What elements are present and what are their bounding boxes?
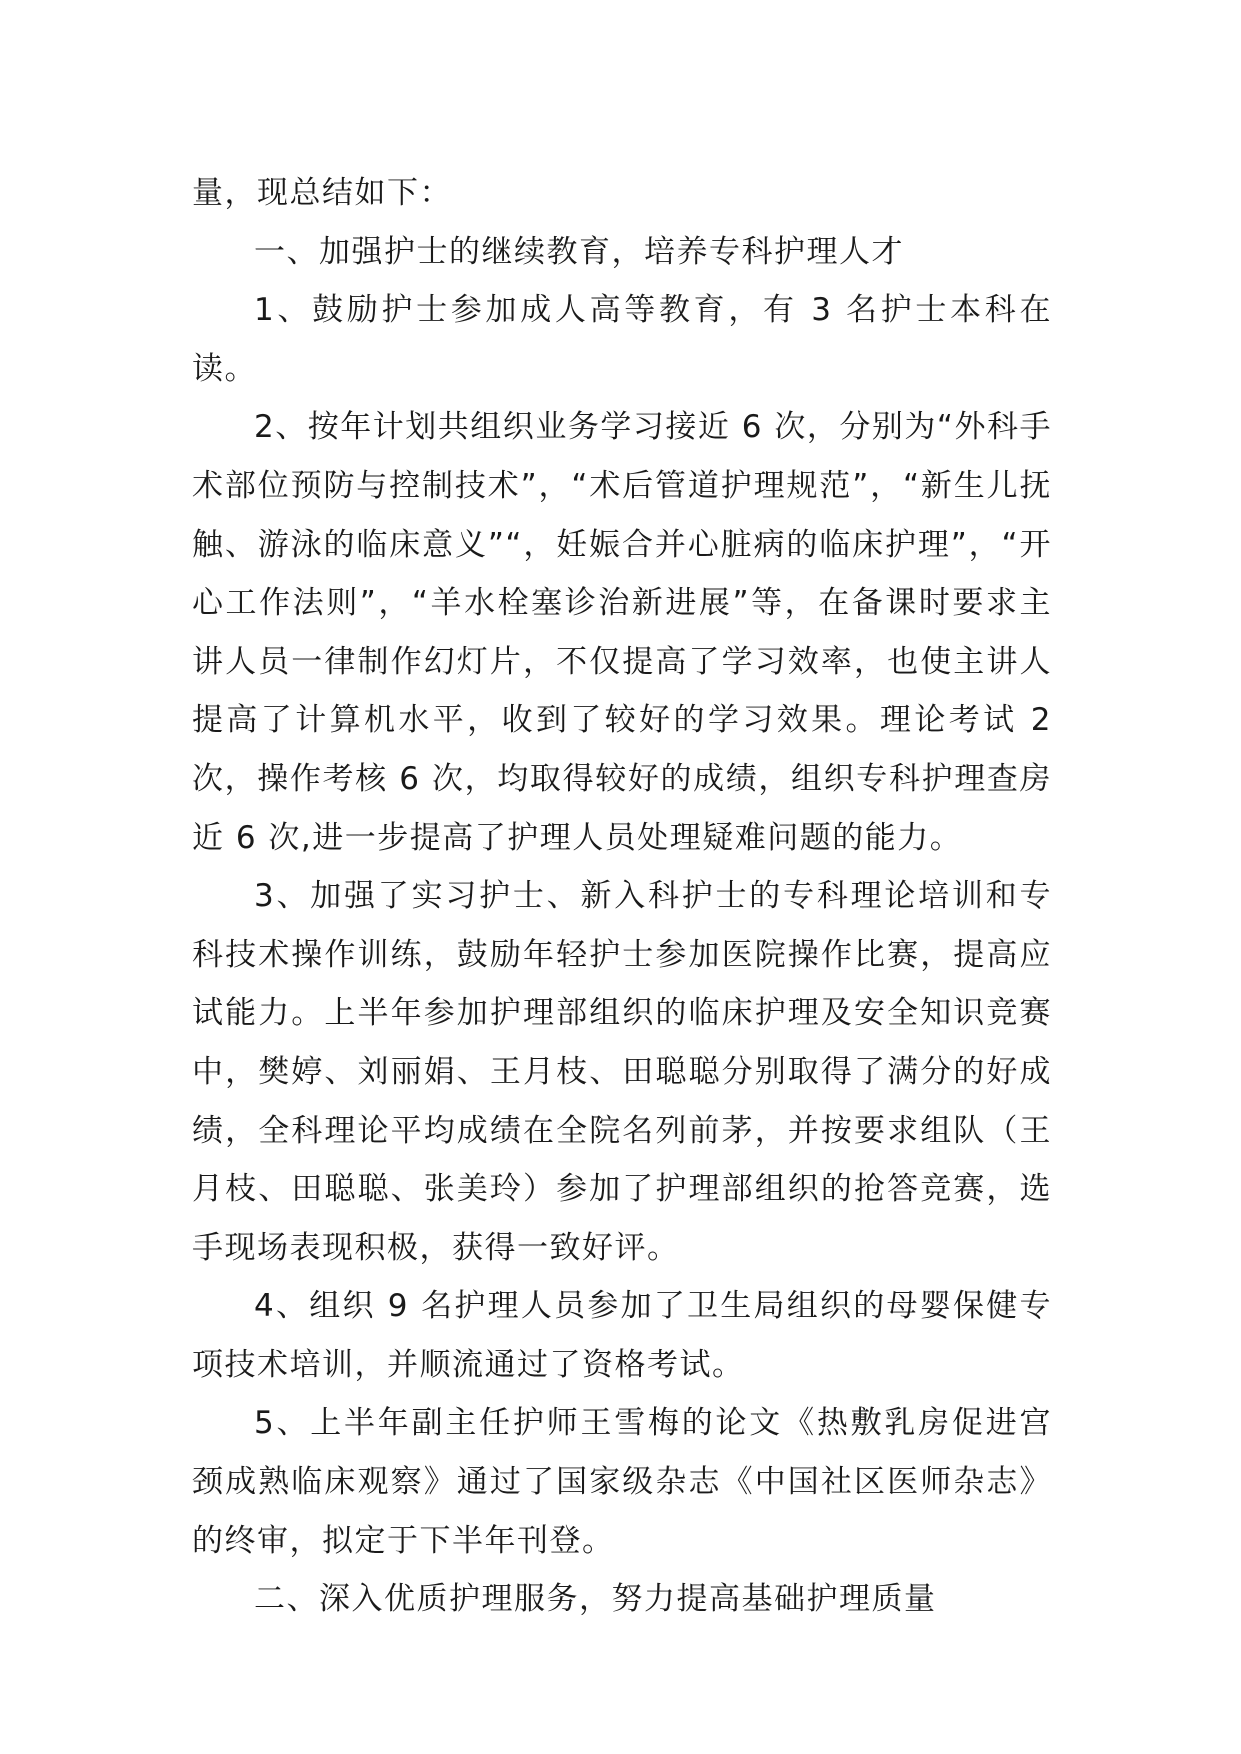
section-heading-1: 一、加强护士的继续教育，培养专科护理人才 [254,233,904,270]
paragraph-item-4: 4、组织 9 名护理人员参加了卫生局组织的母婴保健专项技术培训，并顺流通过了资格考试。 [192,1288,1052,1383]
paragraph-item-5: 5、上半年副主任护师王雪梅的论文《热敷乳房促进宫颈成熟临床观察》通过了国家级杂志《中国社区医师杂志》的终审，拟定于下半年刊登。 [192,1405,1052,1559]
section-heading-2: 二、深入优质护理服务，努力提高基础护理质量 [254,1581,937,1618]
document-body [192,164,1052,1629]
paragraph-intro-continuation: 量，现总结如下： [192,175,452,211]
paragraph-item-3: 3、加强了实习护士、新入科护士的专科理论培训和专科技术操作训练，鼓励年轻护士参加医院操作比赛，提高应试能力。上半年参加护理部组织的临床护理及安全知识竞赛中，樊婷、刘丽娟、王月枝、田聪聪分别取得了满分的好成绩，全科理论平均成绩在全院名列前茅，并按要求组队（王月枝、田聪聪、张美玲）参加了护理部组织的抢答竞赛，选手现场表现积极，获得一致好评。 [192,878,1052,1266]
paragraph-item-2: 2、按年计划共组织业务学习接近 6 次，分别为“外科手术部位预防与控制技术”，“术后管道护理规范”，“新生儿抚触、游泳的临床意义”“，妊娠合并心脏病的临床护理”，“开心工作法则”，“羊水栓塞诊治新进展”等，在备课时要求主讲人员一律制作幻灯片，不仅提高了学习效率，也使主讲人提高了计算机水平，收到了较好的学习效果。理论考试 2 次，操作考核 6 次，均取得较好的成绩，组织专科护理查房近 6 次,进一步提高了护理人员处理疑难问题的能力。 [192,409,1052,856]
paragraph-item-1: 1、鼓励护士参加成人高等教育，有 3 名护士本科在读。 [192,292,1052,387]
